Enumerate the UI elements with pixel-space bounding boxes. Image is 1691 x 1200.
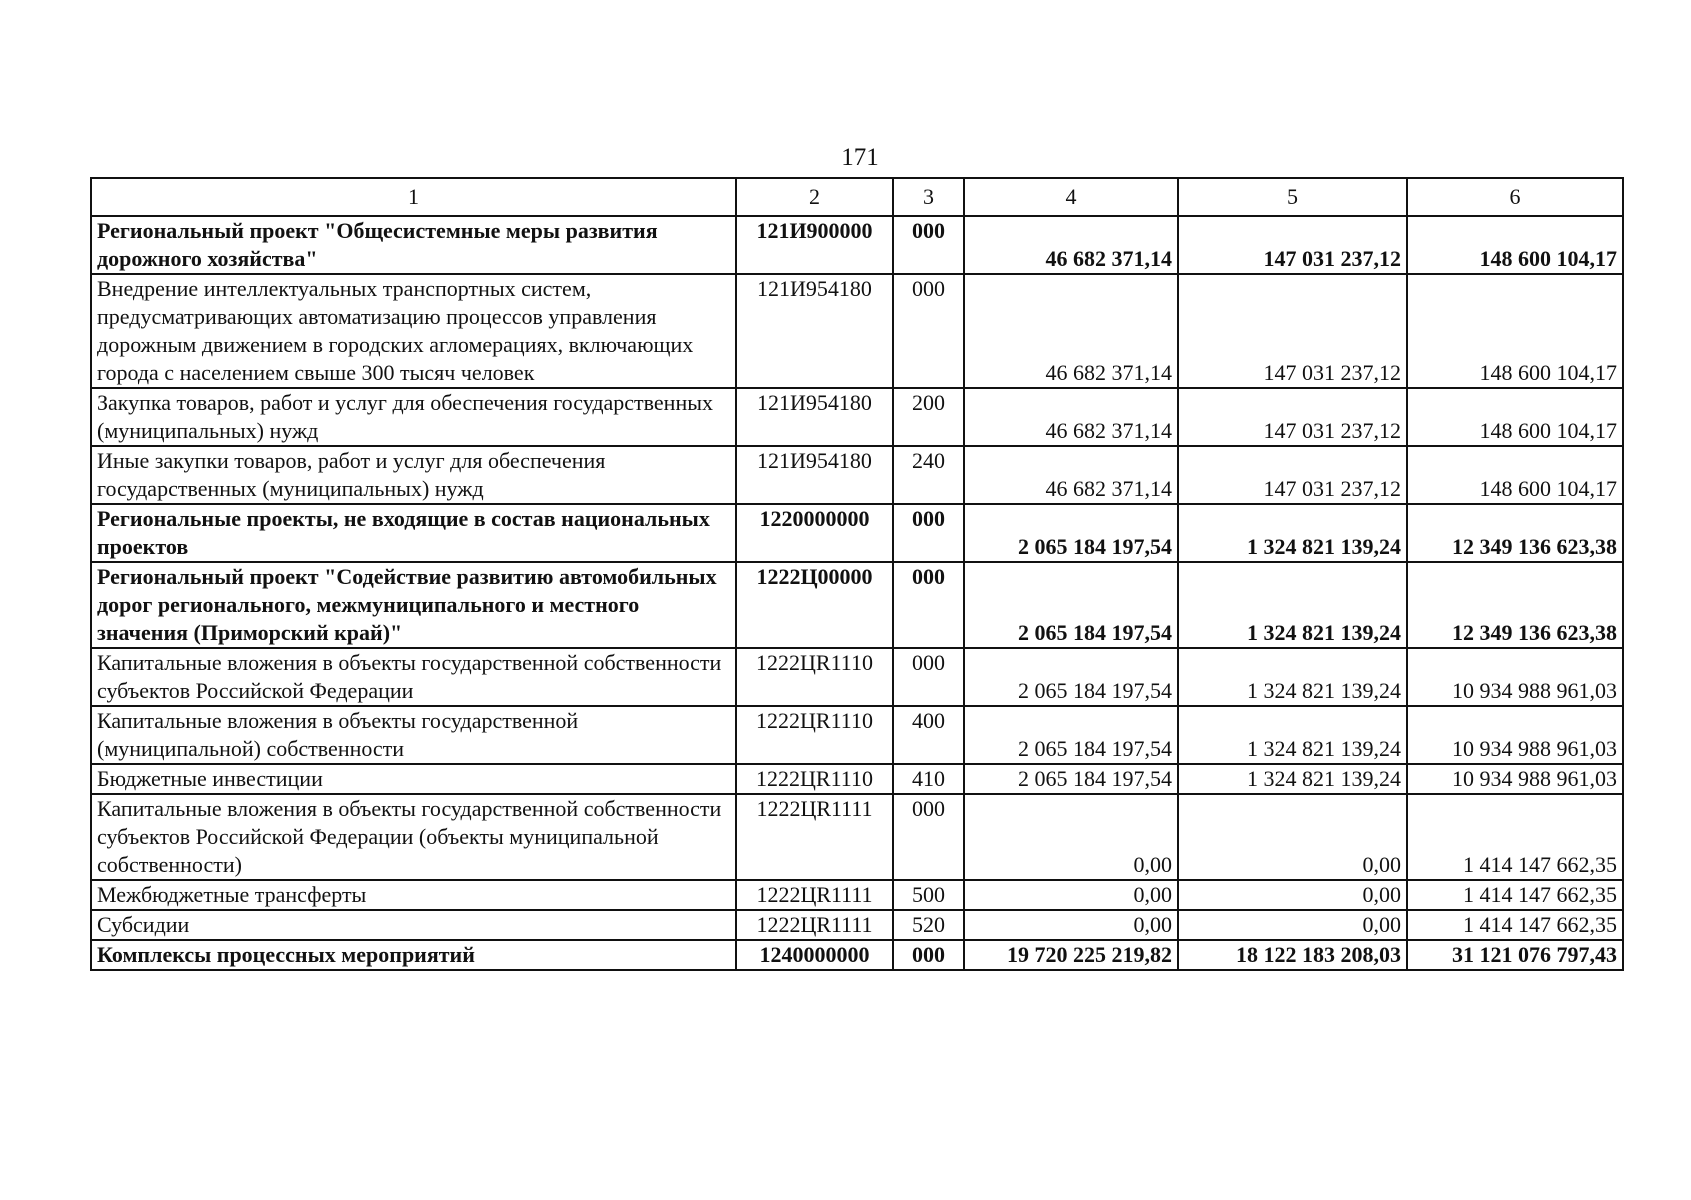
row-value-6: 1 414 147 662,35 [1407,910,1623,940]
row-code: 1222ЦR1111 [736,880,893,910]
row-value-5: 0,00 [1178,910,1407,940]
row-value-6: 1 414 147 662,35 [1407,794,1623,880]
row-type: 520 [893,910,964,940]
row-value-5: 1 324 821 139,24 [1178,706,1407,764]
row-value-6: 1 414 147 662,35 [1407,880,1623,910]
header-row [91,178,1623,216]
row-value-4: 2 065 184 197,54 [964,648,1178,706]
row-value-4: 2 065 184 197,54 [964,706,1178,764]
row-value-5: 147 031 237,12 [1178,274,1407,388]
row-value-5: 0,00 [1178,880,1407,910]
row-name: Комплексы процессных мероприятий [91,940,736,970]
row-code: 1222ЦR1110 [736,764,893,794]
row-value-5: 1 324 821 139,24 [1178,504,1407,562]
row-code: 1240000000 [736,940,893,970]
row-name: Капитальные вложения в объекты государственной (муниципальной) собственности [91,706,736,764]
row-value-6: 10 934 988 961,03 [1407,764,1623,794]
row-value-5: 147 031 237,12 [1178,216,1407,274]
row-code: 1222ЦR1110 [736,706,893,764]
budget-table [90,177,1624,971]
row-value-4: 0,00 [964,880,1178,910]
row-value-5: 1 324 821 139,24 [1178,562,1407,648]
table-row [91,504,1623,562]
row-code: 1222Ц00000 [736,562,893,648]
table-row [91,216,1623,274]
row-value-4: 46 682 371,14 [964,446,1178,504]
row-name: Субсидии [91,910,736,940]
row-name: Внедрение интеллектуальных транспортных систем, предусматривающих автоматизацию процессов управления дорожным движением в городских агломерациях, включающих города с населением свыше 300 тысяч человек [91,274,736,388]
row-type: 000 [893,940,964,970]
row-code: 121И954180 [736,446,893,504]
row-name: Региональный проект "Содействие развитию автомобильных дорог регионального, межмуниципального и местного значения (Приморский край)" [91,562,736,648]
row-value-5: 1 324 821 139,24 [1178,648,1407,706]
row-value-4: 0,00 [964,910,1178,940]
page-number: 171 [841,144,879,171]
row-type: 000 [893,504,964,562]
header-col-2: 2 [736,178,893,216]
row-name: Бюджетные инвестиции [91,764,736,794]
row-type: 000 [893,648,964,706]
row-type: 000 [893,274,964,388]
table-row [91,940,1623,970]
row-code: 121И900000 [736,216,893,274]
row-name: Межбюджетные трансферты [91,880,736,910]
row-value-6: 12 349 136 623,38 [1407,504,1623,562]
row-value-5: 1 324 821 139,24 [1178,764,1407,794]
row-value-5: 147 031 237,12 [1178,388,1407,446]
row-code: 121И954180 [736,274,893,388]
header-col-1: 1 [91,178,736,216]
table-row [91,562,1623,648]
table-row [91,446,1623,504]
row-code: 1222ЦR1110 [736,648,893,706]
table-row [91,274,1623,388]
row-type: 400 [893,706,964,764]
row-name: Иные закупки товаров, работ и услуг для обеспечения государственных (муниципальных) нужд [91,446,736,504]
table-row [91,706,1623,764]
row-value-6: 31 121 076 797,43 [1407,940,1623,970]
row-code: 1220000000 [736,504,893,562]
row-value-4: 46 682 371,14 [964,388,1178,446]
row-value-6: 148 600 104,17 [1407,388,1623,446]
row-name: Региональные проекты, не входящие в состав национальных проектов [91,504,736,562]
row-type: 000 [893,216,964,274]
row-value-5: 147 031 237,12 [1178,446,1407,504]
row-value-6: 148 600 104,17 [1407,274,1623,388]
header-col-5: 5 [1178,178,1407,216]
table-body [91,216,1623,970]
row-type: 000 [893,794,964,880]
row-type: 240 [893,446,964,504]
table-row [91,910,1623,940]
row-value-4: 2 065 184 197,54 [964,504,1178,562]
row-value-4: 46 682 371,14 [964,216,1178,274]
row-value-4: 19 720 225 219,82 [964,940,1178,970]
table-row [91,764,1623,794]
row-value-6: 148 600 104,17 [1407,446,1623,504]
row-type: 000 [893,562,964,648]
header-col-4: 4 [964,178,1178,216]
row-value-6: 148 600 104,17 [1407,216,1623,274]
row-type: 200 [893,388,964,446]
row-code: 121И954180 [736,388,893,446]
row-value-5: 0,00 [1178,794,1407,880]
row-code: 1222ЦR1111 [736,910,893,940]
row-name: Капитальные вложения в объекты государственной собственности субъектов Российской Федерации (объекты муниципальной собственности) [91,794,736,880]
header-col-6: 6 [1407,178,1623,216]
row-code: 1222ЦR1111 [736,794,893,880]
row-value-4: 2 065 184 197,54 [964,764,1178,794]
row-value-4: 46 682 371,14 [964,274,1178,388]
row-name: Закупка товаров, работ и услуг для обеспечения государственных (муниципальных) нужд [91,388,736,446]
row-type: 500 [893,880,964,910]
row-name: Региональный проект "Общесистемные меры развития дорожного хозяйства" [91,216,736,274]
row-value-4: 2 065 184 197,54 [964,562,1178,648]
header-col-3: 3 [893,178,964,216]
row-value-6: 12 349 136 623,38 [1407,562,1623,648]
table-header [91,178,1623,216]
row-value-6: 10 934 988 961,03 [1407,648,1623,706]
table-row [91,388,1623,446]
row-name: Капитальные вложения в объекты государственной собственности субъектов Российской Федерации [91,648,736,706]
table-row [91,648,1623,706]
row-type: 410 [893,764,964,794]
row-value-4: 0,00 [964,794,1178,880]
table-row [91,880,1623,910]
table-row [91,794,1623,880]
row-value-6: 10 934 988 961,03 [1407,706,1623,764]
row-value-5: 18 122 183 208,03 [1178,940,1407,970]
